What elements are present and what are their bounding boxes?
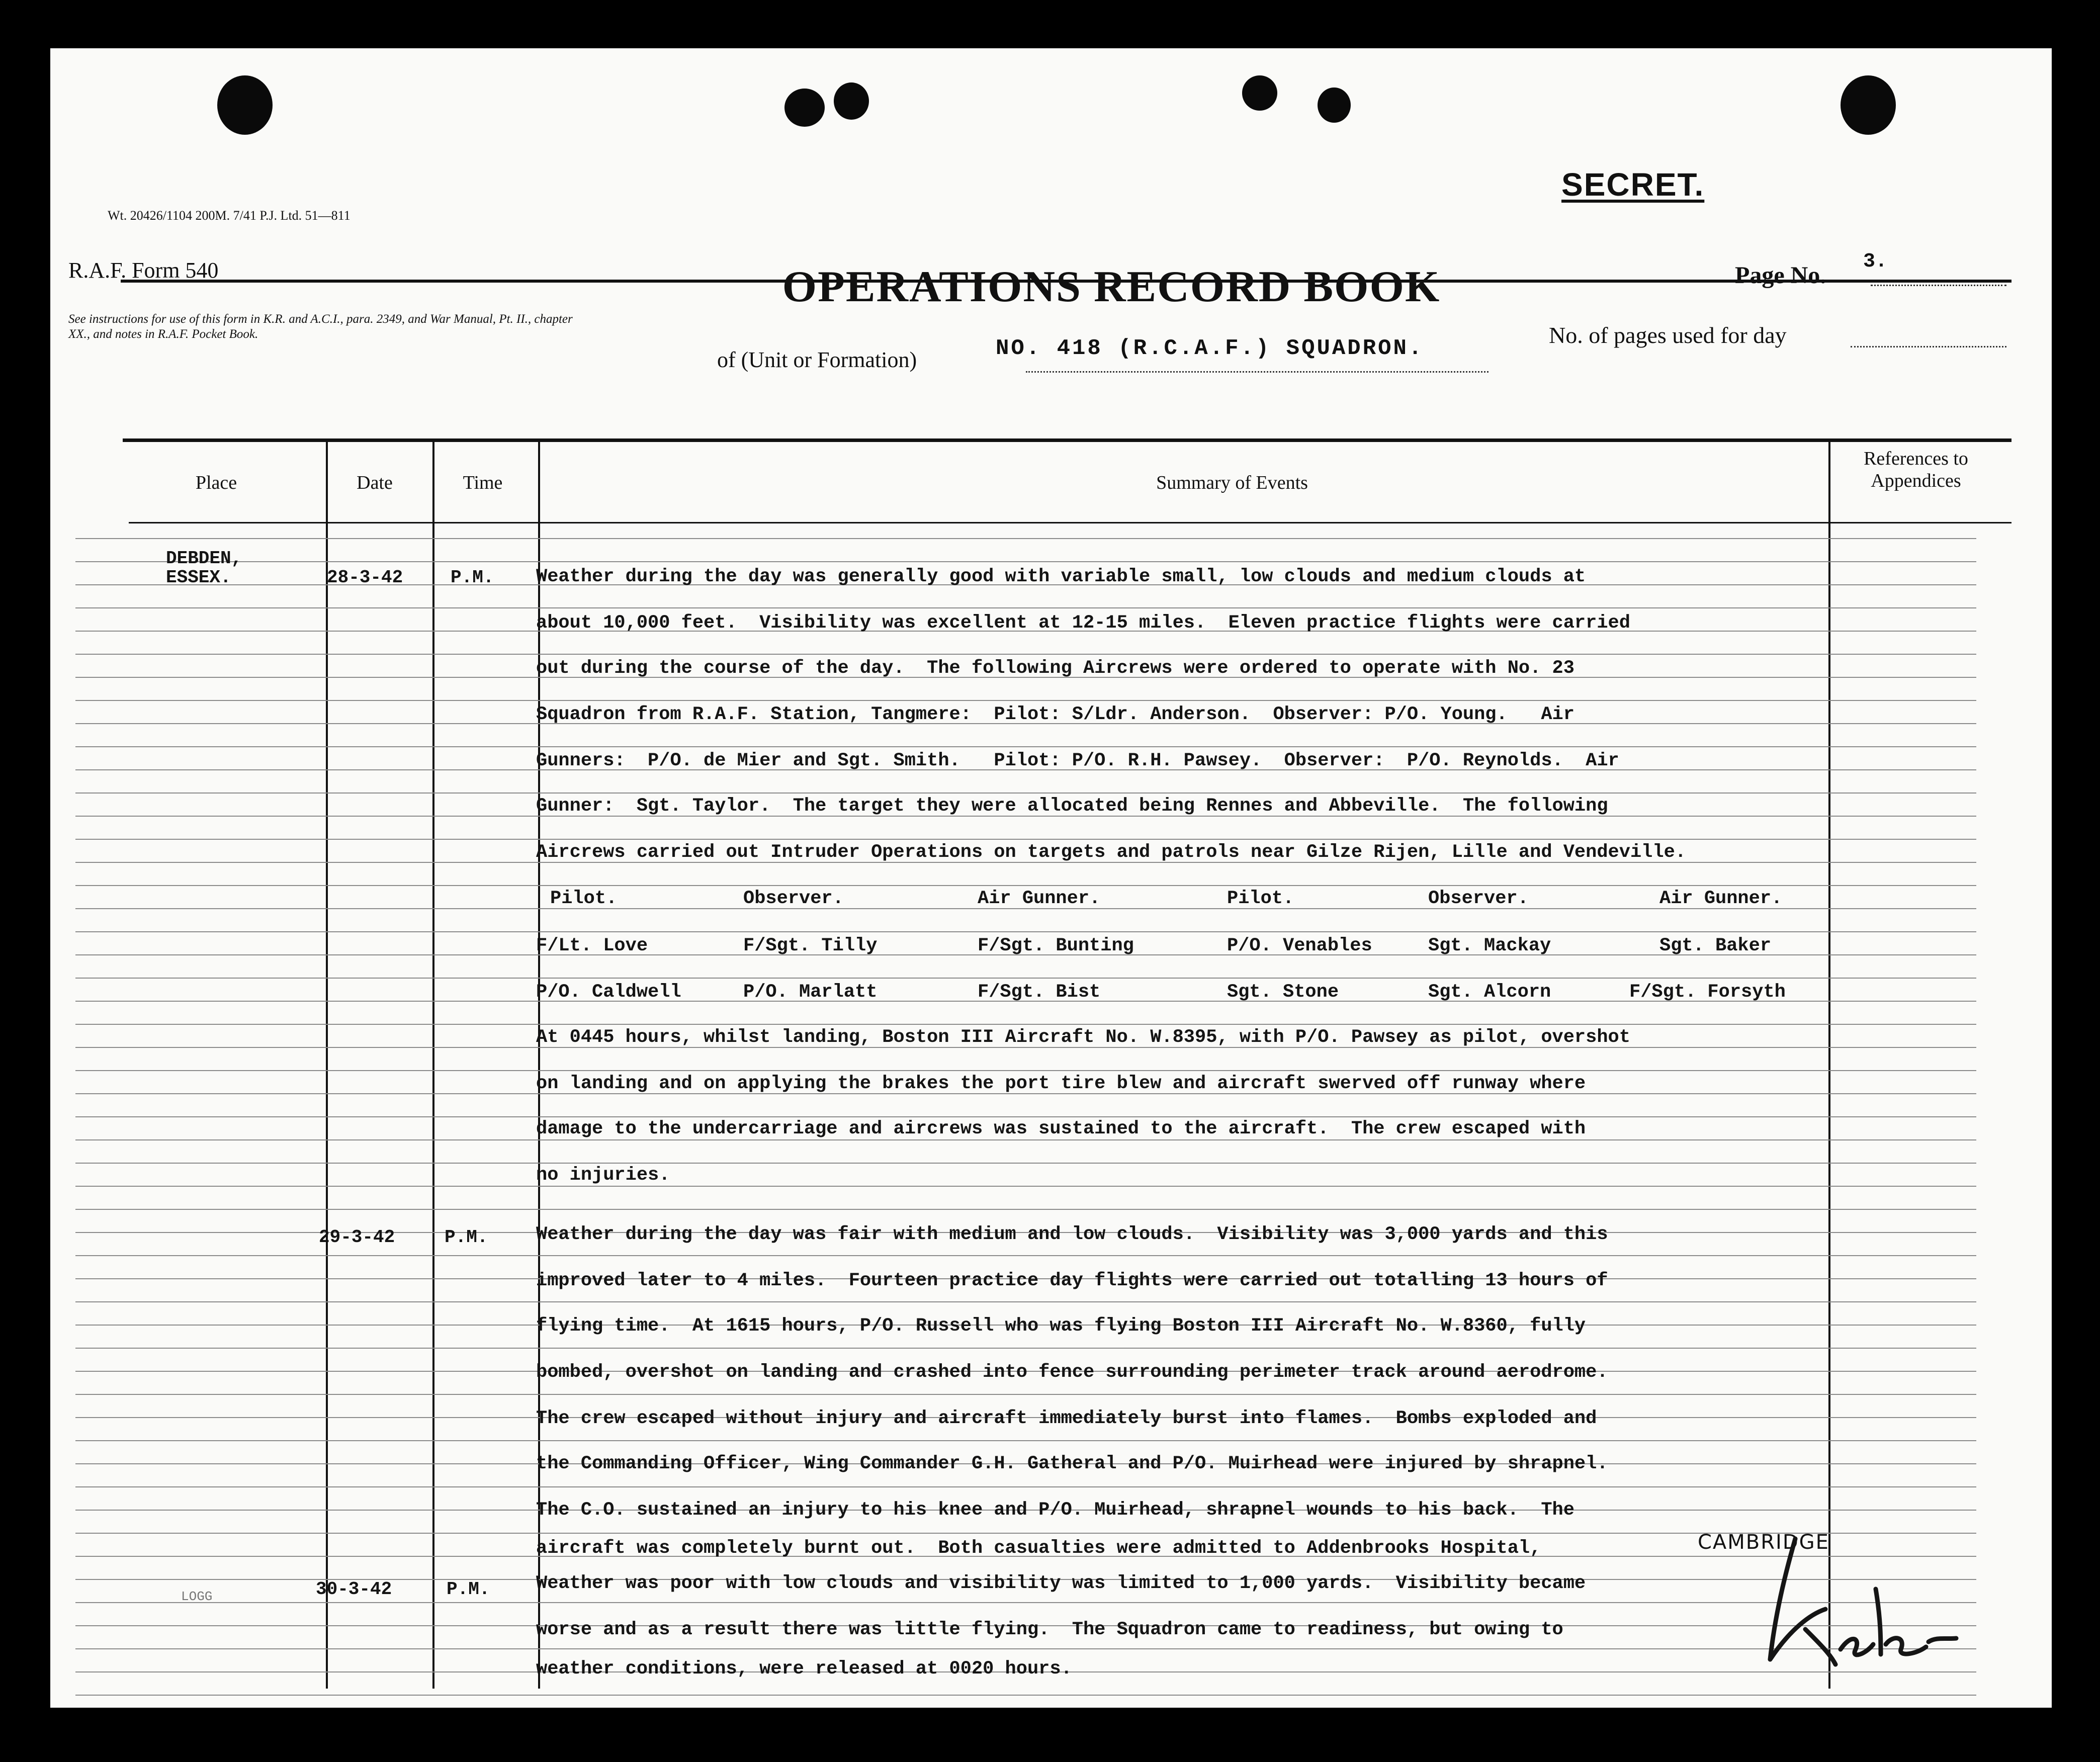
binder-hole	[217, 75, 273, 135]
summary-line: Gunner: Sgt. Taylor. The target they were allocated being Rennes and Abbeville. The following	[536, 796, 1608, 817]
summary-line: The crew escaped without injury and aircraft immediately burst into flames. Bombs exploded and	[536, 1408, 1597, 1429]
summary-line: The C.O. sustained an injury to his knee and P/O. Muirhead, shrapnel wounds to his back. The	[536, 1500, 1574, 1521]
ruled-line	[75, 1394, 1976, 1395]
column-header-place: Place	[195, 472, 237, 493]
pages-used-label: No. of pages used for day	[1549, 322, 1787, 348]
crew-header: Observer.	[743, 888, 844, 909]
crew-header: Observer.	[1428, 888, 1529, 909]
place-line: ESSEX.	[166, 567, 231, 588]
summary-line: Weather was poor with low clouds and visibility was limited to 1,000 yards. Visibility became	[536, 1573, 1586, 1594]
summary-line: about 10,000 feet. Visibility was excellent at 12-15 miles. Eleven practice flights were carried	[536, 612, 1630, 634]
ruled-line	[75, 1602, 1976, 1603]
ruled-line	[75, 1301, 1976, 1302]
entry-time: P.M.	[445, 1227, 488, 1248]
summary-line: the Commanding Officer, Wing Commander G.H. Gatheral and P/O. Muirhead were injured by shrapnel.	[536, 1453, 1608, 1474]
column-header-date: Date	[357, 472, 393, 493]
print-reference: Wt. 20426/1104 200M. 7/41 P.J. Ltd. 51—811	[108, 208, 351, 223]
ruled-line	[75, 978, 1976, 979]
page-number-dotted-line	[1871, 285, 2006, 286]
ruled-line	[75, 1186, 1976, 1187]
summary-line: Weather during the day was fair with medium and low clouds. Visibility was 3,000 yards and this	[536, 1224, 1608, 1245]
ruled-line	[75, 839, 1976, 840]
ruled-line	[75, 1486, 1976, 1487]
binder-hole	[1841, 75, 1896, 135]
binder-hole	[1318, 87, 1351, 123]
summary-line: flying time. At 1615 hours, P/O. Russell who was flying Boston III Aircraft No. W.8360, fully	[536, 1315, 1586, 1337]
ruled-line	[75, 746, 1976, 747]
pages-used-dotted-line	[1851, 346, 2006, 347]
summary-line: Squadron from R.A.F. Station, Tangmere: Pilot: S/Ldr. Anderson. Observer: P/O. Young. Air	[536, 704, 1574, 725]
crew-header: Air Gunner.	[1659, 888, 1783, 909]
summary-line: no injuries.	[536, 1165, 670, 1186]
header-bottom-rule	[129, 522, 2011, 523]
binder-hole	[834, 82, 869, 120]
entry-date: 29-3-42	[319, 1227, 395, 1248]
ruled-line	[75, 1440, 1976, 1441]
ruled-line	[75, 1116, 1976, 1117]
summary-line: damage to the undercarriage and aircrews was sustained to the aircraft. The crew escaped with	[536, 1118, 1586, 1139]
form-instructions: See instructions for use of this form in K.R. and A.C.I., para. 2349, and War Manual, Pt. II., chapter XX., and notes in R.A.F. Pocket Book.	[68, 312, 573, 341]
ruled-line	[75, 1070, 1976, 1071]
summary-line: on landing and on applying the brakes the port tire blew and aircraft swerved off runway where	[536, 1073, 1586, 1094]
entry-time: P.M.	[451, 567, 494, 588]
ruled-line	[75, 654, 1976, 655]
entry-time: P.M.	[447, 1579, 490, 1600]
ruled-line	[75, 1533, 1976, 1534]
crew-cell: P/O. Venables	[1227, 935, 1372, 956]
place-faded: LOGG	[181, 1589, 213, 1604]
ruled-line	[75, 931, 1976, 932]
classification-secret: SECRET.	[1561, 166, 1705, 203]
column-divider	[432, 442, 434, 1689]
binder-hole	[1242, 75, 1277, 111]
ruled-line	[75, 1209, 1976, 1210]
form-name: R.A.F. Form 540	[68, 258, 219, 283]
ruled-line	[75, 538, 1976, 539]
ruled-line	[75, 1255, 1976, 1256]
unit-label: of (Unit or Formation)	[717, 347, 917, 372]
unit-dotted-line	[1026, 371, 1489, 373]
ruled-line	[75, 1139, 1976, 1140]
summary-line: aircraft was completely burnt out. Both casualties were admitted to Addenbrooks Hospital,	[536, 1538, 1541, 1559]
summary-line: out during the course of the day. The following Aircrews were ordered to operate with No. 23	[536, 658, 1574, 679]
page-number-label: Page No.	[1735, 262, 1826, 289]
crew-header: Pilot.	[1227, 888, 1294, 909]
ruled-line	[75, 1648, 1976, 1649]
signature	[1755, 1529, 1966, 1680]
table-top-rule	[123, 438, 2011, 442]
summary-line: Weather during the day was generally good with variable small, low clouds and medium clouds at	[536, 566, 1586, 587]
summary-line: Aircrews carried out Intruder Operations on targets and patrols near Gilze Rijen, Lille and Vendeville.	[536, 842, 1686, 863]
crew-cell: F/Sgt. Bist	[978, 982, 1101, 1003]
handwritten-note: CAMBRIDGE	[1698, 1531, 1829, 1554]
unit-value: NO. 418 (R.C.A.F.) SQUADRON.	[996, 336, 1424, 361]
crew-cell: F/Sgt. Tilly	[743, 935, 878, 956]
column-divider	[1828, 442, 1830, 1689]
crew-cell: Sgt. Mackay	[1428, 935, 1551, 956]
column-header-summary: Summary of Events	[1156, 472, 1308, 493]
summary-line: At 0445 hours, whilst landing, Boston III Aircraft No. W.8395, with P/O. Pawsey as pilot, overshot	[536, 1027, 1630, 1048]
crew-cell: F/Lt. Love	[536, 935, 648, 956]
ruled-line	[75, 561, 1976, 562]
crew-cell: P/O. Marlatt	[743, 982, 878, 1003]
crew-cell: Sgt. Baker	[1659, 935, 1772, 956]
crew-cell: F/Sgt. Bunting	[978, 935, 1134, 956]
ruled-line	[75, 607, 1976, 608]
entry-date: 28-3-42	[327, 567, 403, 588]
column-header-references: References to Appendices	[1864, 448, 1968, 491]
crew-cell: Sgt. Stone	[1227, 982, 1339, 1003]
summary-line: worse and as a result there was little flying. The Squadron came to readiness, but owing to	[536, 1619, 1563, 1640]
column-divider	[326, 442, 328, 1689]
summary-line: bombed, overshot on landing and crashed into fence surrounding perimeter track around aerodrome.	[536, 1362, 1608, 1383]
crew-cell: Sgt. Alcorn	[1428, 982, 1551, 1003]
crew-header: Air Gunner.	[978, 888, 1101, 909]
summary-line: improved later to 4 miles. Fourteen practice day flights were carried out totalling 13 hours of	[536, 1270, 1608, 1291]
column-header-time: Time	[463, 472, 503, 493]
ruled-line	[75, 885, 1976, 886]
summary-line: weather conditions, were released at 0020 hours.	[536, 1658, 1072, 1680]
page-number-value: 3.	[1863, 250, 1888, 273]
ruled-line	[75, 1163, 1976, 1164]
place-line: DEBDEN,	[166, 548, 242, 569]
crew-header: Pilot.	[550, 888, 618, 909]
page-title: OPERATIONS RECORD BOOK	[782, 262, 1441, 311]
crew-cell: F/Sgt. Forsyth	[1629, 982, 1786, 1003]
ruled-line	[75, 1024, 1976, 1025]
ruled-line	[75, 700, 1976, 701]
binder-hole	[784, 89, 825, 127]
crew-cell: P/O. Caldwell	[536, 982, 681, 1003]
summary-line: Gunners: P/O. de Mier and Sgt. Smith. Pilot: P/O. R.H. Pawsey. Observer: P/O. Reynolds. Air	[536, 750, 1619, 771]
ruled-line	[75, 1348, 1976, 1349]
entry-date: 30-3-42	[316, 1579, 392, 1600]
ruled-line	[75, 1695, 1976, 1696]
ruled-line	[75, 792, 1976, 794]
